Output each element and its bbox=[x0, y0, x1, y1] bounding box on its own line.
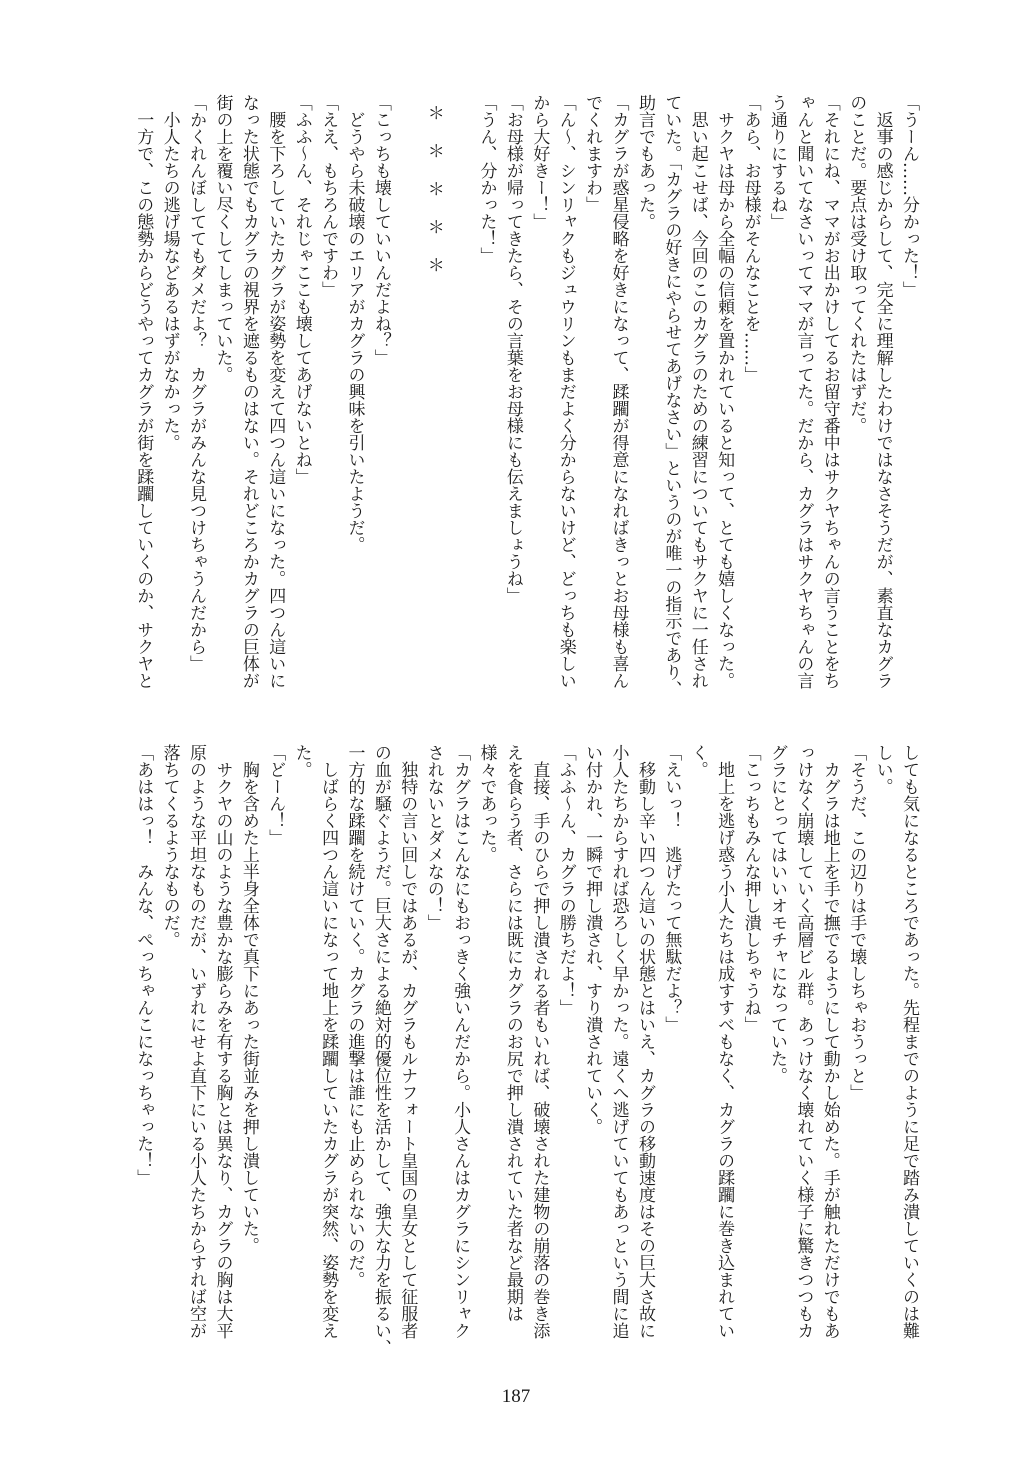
text-line: 「かくれんぼしててもダメだよ？ カグラがみんな見つけちゃうんだから」 bbox=[186, 94, 207, 672]
text-line: 思い起こせば、今回のこのカグラのための練習についてもサクヤに一任され bbox=[687, 94, 708, 689]
lower-text-tier bbox=[128, 744, 922, 1356]
text-line: 「あははっ！ みんな、ぺっちゃんこになっちゃった！」 bbox=[133, 744, 154, 1186]
text-line: 「ふふ～ん、カグラの勝ちだよ！」 bbox=[555, 744, 576, 1016]
text-line: く。 bbox=[687, 744, 708, 778]
text-line: 「そうだ、この辺りは手で壊しちゃおうっと」 bbox=[846, 744, 867, 1101]
text-line: 地上を逃げ惑う小人たちは成すすべもなく、カグラの蹂躙に巻き込まれてい bbox=[714, 744, 735, 1339]
text-line: 「こっちもみんな押し潰しちゃうね」 bbox=[740, 744, 761, 1033]
text-line: 原のような平坦なものだが、いずれにせよ直下にいる小人たちからすれば空が bbox=[186, 744, 207, 1339]
text-line: えを食らう者、さらには既にカグラのお尻で押し潰されていた者など最期は bbox=[502, 744, 523, 1322]
text-line: 返事の感じからして、完全に理解したわけではなさそうだが、素直なカグラ bbox=[872, 94, 893, 689]
upper-text-tier bbox=[128, 94, 922, 698]
text-line: 小人たちからすれば恐ろしく早かった。遠くへ逃げていてもあっという間に追 bbox=[608, 744, 629, 1339]
text-line: 「えいっ！ 逃げたって無駄だよ？」 bbox=[661, 744, 682, 1033]
text-line: しい。 bbox=[872, 744, 893, 795]
text-line: 胸を含めた上半身全体で真下にあった街並みを押し潰していた。 bbox=[238, 744, 259, 1254]
text-line: っけなく崩壊していく高層ビル群。あっけなく壊れていく様子に驚きつつもカ bbox=[793, 744, 814, 1339]
text-line: 落ちてくるようなものだ。 bbox=[159, 744, 180, 948]
text-line: 「うん、分かった！」 bbox=[476, 94, 497, 264]
text-line: 「お母様が帰ってきたら、その言葉をお母様にも伝えましょうね」 bbox=[502, 94, 523, 604]
text-line: サクヤの山のような豊かな膨らみを有する胸とは異なり、カグラの胸は大平 bbox=[212, 744, 233, 1339]
text-line: しばらく四つん這いになって地上を蹂躙していたカグラが突然、姿勢を変え bbox=[318, 744, 339, 1339]
text-line: どうやら未破壊のエリアがカグラの興味を引いたようだ。 bbox=[344, 94, 365, 553]
text-line: なった状態でもカグラの視界を遮るものはない。それどころかカグラの巨体が bbox=[238, 94, 259, 689]
text-line: 街の上を覆い尽くしてしまっていた。 bbox=[212, 94, 233, 383]
text-line: の血が騒ぐようだ。巨大さによる絶対的優位性を活かして、強大な力を振るい、 bbox=[370, 744, 391, 1356]
text-line: 「カグラはこんなにもおっきく強いんだから。小人さんはカグラにシンリャク bbox=[450, 744, 471, 1339]
text-line: た。 bbox=[291, 744, 312, 778]
text-line: 「うーん……分かった！」 bbox=[899, 94, 919, 298]
text-line: ていた。「カグラの好きにやらせてあげなさい」というのが唯一の指示であり、 bbox=[661, 94, 682, 698]
text-line: 腰を下ろしていたカグラが姿勢を変えて四つん這いになった。四つん這いに bbox=[265, 94, 286, 689]
scene-break: ＊ ＊ ＊ ＊ ＊ bbox=[423, 104, 444, 275]
text-line: グラにとってはいいオモチャになっていた。 bbox=[766, 744, 787, 1084]
text-line: 「どーん！」 bbox=[265, 744, 286, 846]
page-number: 187 bbox=[501, 1386, 531, 1407]
text-line: から大好きー！」 bbox=[529, 94, 550, 230]
text-line: 独特の言い回しではあるが、カグラもルナフォート皇国の皇女として征服者 bbox=[397, 744, 418, 1339]
text-line: カグラは地上を手で撫でるようにして動かし始めた。手が触れただけでもあ bbox=[819, 744, 840, 1339]
text-line: しても気になるところであった。先程までのように足で踏み潰していくのは難 bbox=[899, 744, 919, 1339]
text-line: のことだ。要点は受け取ってくれたはずだ。 bbox=[846, 94, 867, 434]
text-line: 小人たちの逃げ場などあるはずがなかった。 bbox=[159, 94, 180, 451]
text-line: 「ええ、もちろんですわ」 bbox=[318, 94, 339, 298]
text-line: う通りにするね」 bbox=[766, 94, 787, 230]
text-line: サクヤは母から全幅の信頼を置かれていると知って、とても嬉しくなった。 bbox=[714, 94, 735, 689]
text-line bbox=[394, 94, 420, 694]
text-line: 様々であった。 bbox=[476, 744, 497, 863]
text-line: 「カグラが惑星侵略を好きになって、蹂躙が得意になればきっとお母様も喜ん bbox=[608, 94, 629, 689]
text-line: 「あら、お母様がそんなことを……」 bbox=[740, 94, 761, 383]
text-line: 直接、手のひらで押し潰される者もいれば、破壊された建物の崩落の巻き添 bbox=[529, 744, 550, 1339]
text-line: ゃんと聞いてなさいってママが言ってた。だから、カグラはサクヤちゃんの言 bbox=[793, 94, 814, 689]
text-line: 「それにね、ママがお出かけしてるお留守番中はサクヤちゃんの言うことをち bbox=[819, 94, 840, 689]
text-line: 助言でもあった。 bbox=[634, 94, 655, 230]
text-line: されないとダメなの！」 bbox=[423, 744, 444, 931]
text-line: 「ふふ～ん、それじゃここも壊してあげないとね」 bbox=[291, 94, 312, 485]
text-line bbox=[447, 94, 473, 694]
text-line: い付かれ、一瞬で押し潰され、すり潰されていく。 bbox=[582, 744, 603, 1135]
text-line: 「ん～、シンリャクもジュウリンもまだよく分からないけど、どっちも楽しい bbox=[555, 94, 576, 689]
text-line: 一方で、この態勢からどうやってカグラが街を蹂躙していくのか、サクヤと bbox=[133, 94, 154, 689]
text-line: 移動し辛い四つん這いの状態とはいえ、カグラの移動速度はその巨大さ故に bbox=[634, 744, 655, 1339]
text-line: 「こっちも壊していいんだよね？」 bbox=[370, 94, 391, 366]
text-line: 一方的な蹂躙を続けていく。カグラの進撃は誰にも止められないのだ。 bbox=[344, 744, 365, 1288]
text-line: でくれますわ」 bbox=[582, 94, 603, 213]
